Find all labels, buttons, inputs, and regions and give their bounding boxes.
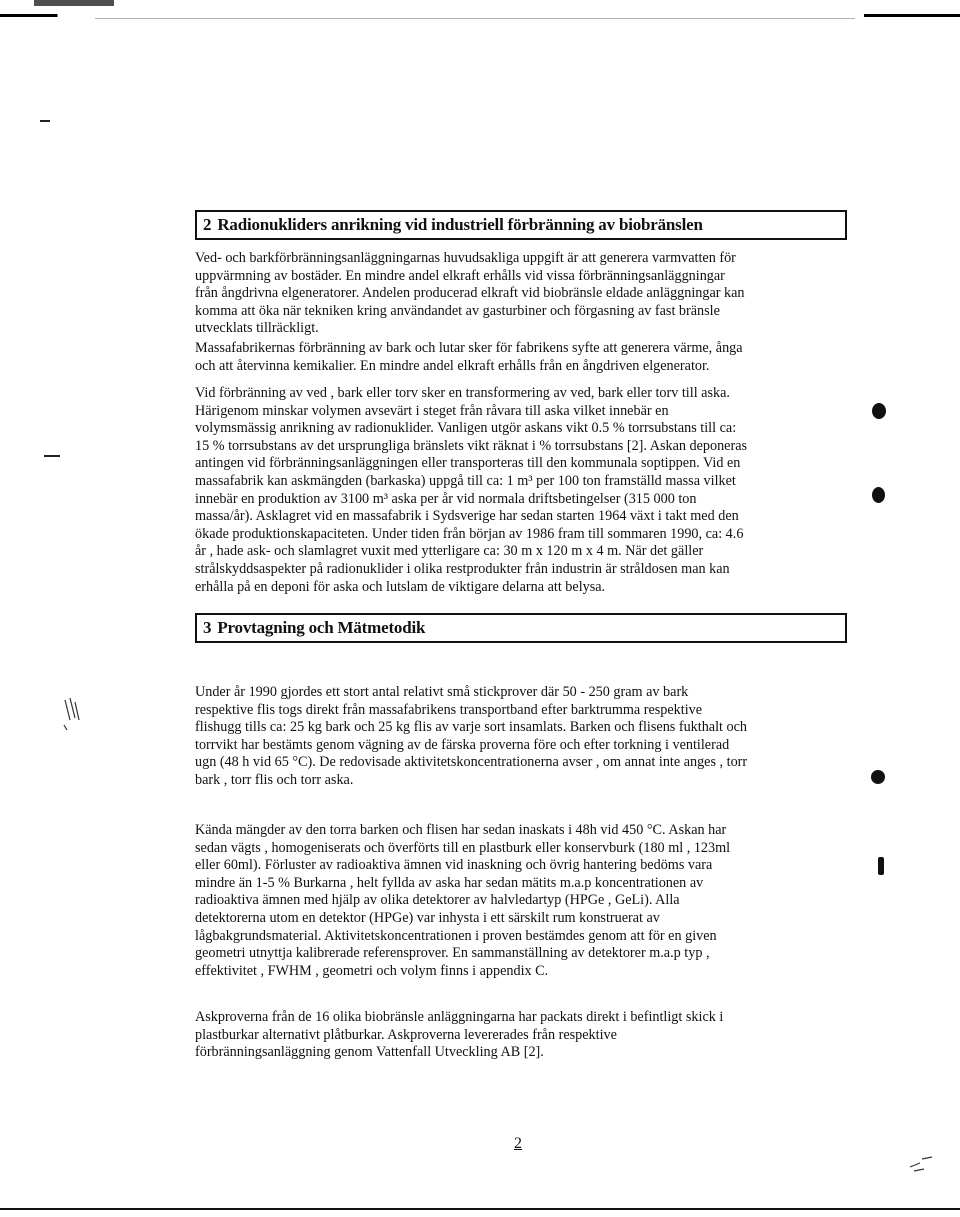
text-line: massafabrik kan askmängden (barkaska) uppgå till ca: 1 m³ per 100 ton framställd massa vilket xyxy=(195,472,736,489)
text-line: mindre än 1-5 % Burkarna , helt fyllda av aska har sedan mätits m.a.p koncentrationen av xyxy=(195,874,704,891)
text-line: innebär en produktion av 3100 m³ aska per år vid normala driftsbetingelser (315 000 ton xyxy=(195,490,697,507)
scan-artifact xyxy=(34,0,114,6)
bottom-scan-rule xyxy=(0,1208,960,1210)
section-heading xyxy=(195,210,847,240)
text-line: effektivitet , FWHM , geometri och volym finns i appendix C. xyxy=(195,962,549,979)
text-line: eller 60ml). Förluster av radioaktiva ämnen vid inaskning och övrig hantering bedöms vara xyxy=(195,857,713,874)
binder-hole-mark xyxy=(871,770,885,784)
scan-artifact xyxy=(40,120,50,122)
text-line: uppvärmning av bostäder. En mindre andel elkraft erhålls vid vissa förbränningsanläggningar xyxy=(195,267,725,284)
paragraph xyxy=(195,684,855,790)
text-line: sedan vägts , homogeniserats och överförts till en plastburk eller konservburk (180 ml , 123ml xyxy=(195,839,731,856)
text-line: och att återvinna kemikalier. En mindre andel elkraft erhålls från en ångdriven elgenerator. xyxy=(195,357,710,374)
text-line: bark , torr flis och torr aska. xyxy=(195,771,354,788)
text-line: geometri utnyttja kalibrerade referensprover. En sammanställning av detektorer m.a.p typ , xyxy=(195,945,710,962)
paragraph xyxy=(195,1009,855,1062)
text-line: komma att öka när tekniken kring användandet av gasturbiner och förgasning av fast bränsle xyxy=(195,302,720,319)
text-line: ugn (48 h vid 65 °C). De redovisade aktivitetskoncentrationerna avser , om annat inte anges , torr xyxy=(195,754,748,771)
text-line: Under år 1990 gjordes ett stort antal relativt små stickprover där 50 - 250 gram av bark xyxy=(195,684,689,700)
text-line: Kända mängder av den torra barken och flisen har sedan inaskats i 48h vid 450 °C. Askan har xyxy=(195,822,727,838)
text-line: lågbakgrundsmaterial. Aktivitetskoncentrationen i proven bestämdes genom att för en given xyxy=(195,927,717,944)
text-line: från ångdrivna elgeneratorer. Andelen producerad elkraft vid biobränsle eldade anläggningar kan xyxy=(195,285,745,302)
section-number: 2 xyxy=(203,215,212,234)
text-line: Massafabrikernas förbränning av bark och lutar sker för fabrikens syfte att generera värme, ånga xyxy=(195,340,743,356)
text-line: år , hade ask- och slamlagret vuxit med ytterligare ca: 30 m x 120 m x 4 m. När det gäller xyxy=(195,543,704,560)
section-heading xyxy=(195,613,847,643)
scan-artifact xyxy=(908,1155,938,1175)
text-line: förbränningsanläggning genom Vattenfall Utveckling AB [2]. xyxy=(195,1044,544,1061)
section-title: Provtagning och Mätmetodik xyxy=(217,618,426,637)
binder-hole-mark xyxy=(872,403,886,419)
text-line: detektorerna utom en detektor (HPGe) var inhysta i ett särskilt rum konstruerat av xyxy=(195,909,660,926)
text-line: torrvikt har bestämts genom vägning av de färska proverna före och efter torkning i ventilerad xyxy=(195,736,730,753)
binder-hole-mark xyxy=(872,487,885,503)
text-line: antingen vid förbränningsanläggningen eller transporteras till den kommunala soptippen. Vid en xyxy=(195,455,741,472)
text-line: Härigenom minskar volymen avsevärt i steget från råvara till aska vilket innebär en xyxy=(195,402,669,419)
top-scan-line xyxy=(95,18,855,19)
text-line: Ved- och barkförbränningsanläggningarnas huvudsakliga uppgift är att generera varmvatten för xyxy=(195,250,736,266)
text-line: 15 % torrsubstans av det ursprungliga bränslets vikt räknat i % torrsubstans [2]. Askan deponeras xyxy=(195,437,748,454)
text-line: ökade produktionskapaciteten. Under tiden från början av 1986 fram till sommaren 1990, ca: 4.6 xyxy=(195,525,744,542)
paragraph xyxy=(195,822,855,980)
paragraph xyxy=(195,385,855,596)
text-line: utvecklats tillräckligt. xyxy=(195,320,319,337)
paragraph xyxy=(195,250,855,338)
text-line: massa/år). Asklagret vid en massafabrik i Sydsverige har sedan starten 1964 växt i takt med den xyxy=(195,508,739,525)
top-scan-rule xyxy=(0,14,960,17)
text-line: respektive flis togs direkt från massafabrikens transportband efter barktrumma respektive xyxy=(195,701,703,718)
text-line: plastburkar alternativt plåtburkar. Askproverna levererades från respektive xyxy=(195,1026,617,1043)
scan-artifact xyxy=(44,455,60,457)
section-number: 3 xyxy=(203,618,212,637)
page-number: 2 xyxy=(514,1135,522,1152)
text-line: flishugg tills ca: 25 kg bark och 25 kg flis av varje sort insamlats. Barken och flisens fukthalt och xyxy=(195,719,748,736)
scan-artifact xyxy=(60,690,90,730)
text-line: erhålla på en deponi för aska och lutslam de viktigare delarna att belysa. xyxy=(195,578,606,595)
text-line: volymsmässig anrikning av radionuklider. Vanligen utgör askans vikt 0.5 % torrsubstans till ca: xyxy=(195,420,737,437)
text-line: radioaktiva ämnen med hjälp av olika detektorer av halvledartyp (HPGe , GeLi). Alla xyxy=(195,892,680,909)
section-title: Radionukliders anrikning vid industriell förbränning av biobränslen xyxy=(217,215,703,234)
text-line: Vid förbränning av ved , bark eller torv sker en transformering av ved, bark eller torv till aska. xyxy=(195,385,730,401)
text-line: Askproverna från de 16 olika biobränsle anläggningarna har packats direkt i befintligt skick i xyxy=(195,1009,724,1025)
text-line: strålskyddsaspekter på radionuklider i olika restprodukter från industrin är stråldosen man kan xyxy=(195,560,730,577)
binder-hole-mark xyxy=(878,857,884,875)
paragraph xyxy=(195,340,855,375)
